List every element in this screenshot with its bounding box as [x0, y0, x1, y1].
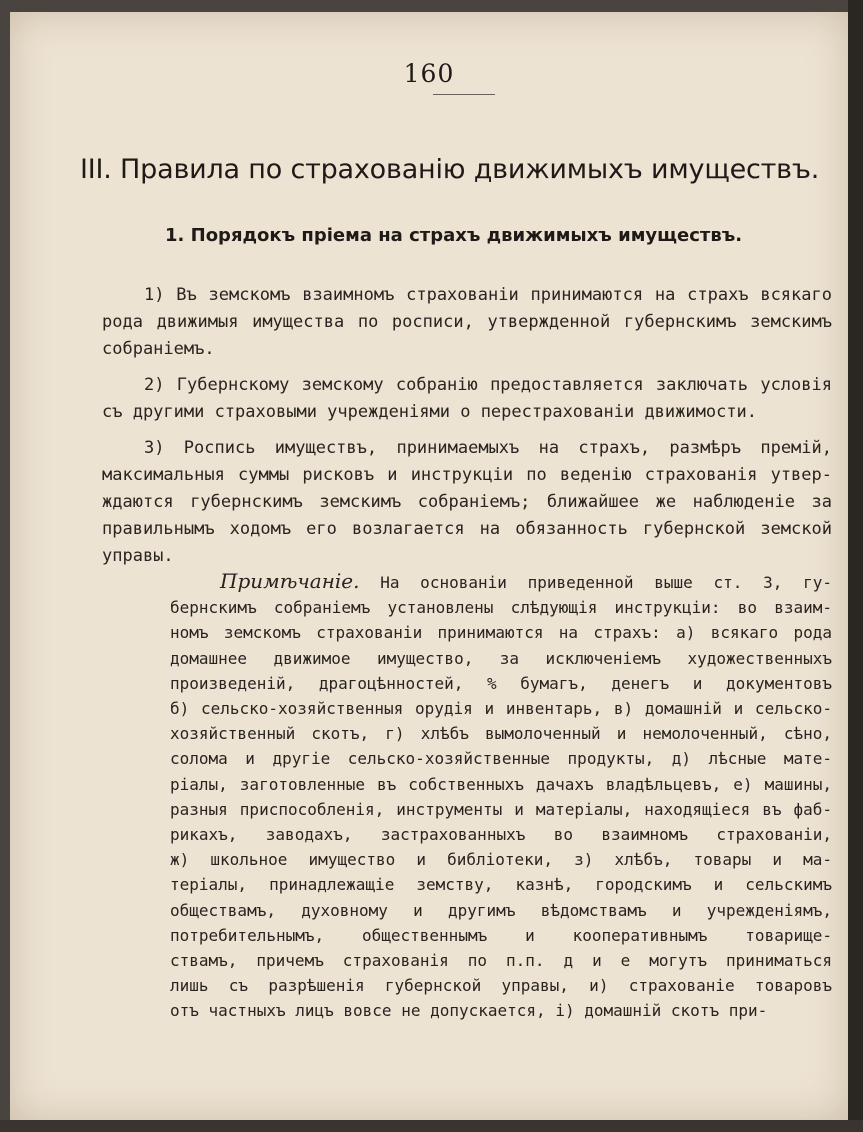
paragraph-line: правильнымъ ходомъ его возлагается на обязанность губернской земской — [102, 519, 832, 539]
paragraph-line: рода движимыя имущества по росписи, утвержденной губернскимъ земскимъ — [102, 312, 832, 332]
page-number-rule — [433, 94, 495, 95]
paragraph-line: съ другими страховыми учрежденіями о перестрахованіи движимости. — [102, 402, 758, 422]
paragraph-line: 1) Въ земскомъ взаимномъ страхованіи принимаются на страхъ всякаго — [144, 285, 832, 305]
paragraph-line: максимальныя суммы рисковъ и инструкціи по веденію страхованія утвер- — [102, 465, 832, 485]
note-line: потребительнымъ, общественнымъ и кооперативнымъ товарище- — [170, 925, 832, 945]
paragraph-line: управы. — [102, 546, 174, 566]
note-line: ствамъ, причемъ страхованія по п.п. д и е могутъ приниматься — [170, 951, 832, 971]
note-line: домашнее движимое имущество, за исключеніемъ художественныхъ — [170, 648, 832, 668]
book-page — [10, 12, 848, 1120]
page-number: 160 — [403, 59, 455, 88]
section-title: III. Правила по страхованію движимыхъ имуществъ. — [80, 154, 820, 185]
note-line: солома и другіе сельско-хозяйственные продукты, д) лѣсные мате- — [170, 749, 832, 769]
scan-edge-bottom — [0, 1120, 863, 1132]
note-line: номъ земскомъ страхованіи принимаются на страхъ: а) всякаго рода — [170, 623, 832, 643]
subsection-title: 1. Порядокъ пріема на страхъ движимыхъ имуществъ. — [165, 225, 743, 246]
note-line: хозяйственный скотъ, г) хлѣбъ вымолоченный и немолоченный, сѣно, — [170, 724, 832, 744]
paragraph-line: ждаются губернскимъ земскимъ собраніемъ; ближайшее же наблюденіе за — [102, 492, 832, 512]
paragraph-line: собраніемъ. — [102, 339, 215, 359]
note-line: обществамъ, духовному и другимъ вѣдомствамъ и учрежденіямъ, — [170, 900, 832, 920]
note-line: рикахъ, заводахъ, застрахованныхъ во взаимномъ страхованіи, — [170, 825, 832, 845]
paragraph-2 — [102, 372, 832, 426]
note-line: ж) школьное имущество и библіотеки, з) хлѣбъ, товары и ма- — [170, 850, 832, 870]
note-line: разныя приспособленія, инструменты и матеріалы, находящіеся въ фаб- — [170, 799, 832, 819]
scan-edge-right — [848, 0, 863, 1132]
note-line: б) сельско-хозяйственныя орудія и инвентарь, в) домашній и сельско- — [170, 699, 832, 719]
note-line: теріалы, принадлежащіе земству, казнѣ, городскимъ и сельскимъ — [170, 875, 832, 895]
note-line: произведеній, драгоцѣнностей, % бумагъ, денегъ и документовъ — [170, 673, 832, 693]
note-line: отъ частныхъ лицъ вовсе не допускается, і) домашній скотъ при- — [170, 1001, 768, 1021]
paragraph-1 — [102, 282, 832, 363]
paragraph-3 — [102, 435, 832, 570]
note-first-line — [170, 569, 832, 595]
note-line: лишь съ разрѣшенія губернской управы, и) страхованіе товаровъ — [170, 976, 832, 996]
note-line: бернскимъ собраніемъ установлены слѣдующія инструкціи: во взаим- — [170, 598, 832, 618]
note-block — [170, 569, 832, 1024]
note-first-line-text: На основаніи приведенной выше ст. 3, гу- — [380, 573, 832, 592]
paragraph-line: 2) Губернскому земскому собранію предоставляется заключать условія — [144, 375, 832, 395]
note-heading: Примѣчаніе. — [220, 569, 360, 593]
note-line: ріалы, заготовленные въ собственныхъ дачахъ владѣльцевъ, е) машины, — [170, 774, 832, 794]
paragraph-line: 3) Роспись имуществъ, принимаемыхъ на страхъ, размѣръ премій, — [144, 438, 832, 458]
